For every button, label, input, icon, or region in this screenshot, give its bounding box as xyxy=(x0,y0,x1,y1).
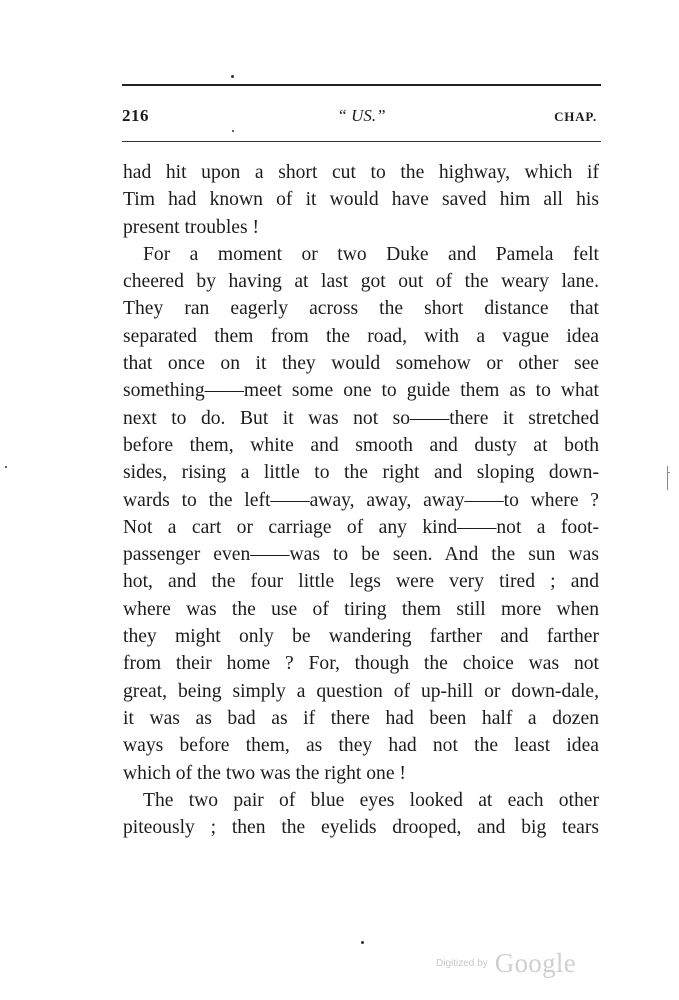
margin-mark xyxy=(667,466,668,490)
text-line: passenger even——was to be seen. And the sun was xyxy=(123,544,599,566)
text-line: had hit upon a short cut to the highway, which if xyxy=(123,162,599,183)
running-head xyxy=(122,104,601,128)
ink-speck xyxy=(232,130,234,132)
running-title: “ US.” xyxy=(337,106,386,125)
text-line: something——meet some one to guide them as to what xyxy=(123,380,599,402)
digitized-watermark xyxy=(436,948,576,982)
text-line: ways before them, as they had not the least idea xyxy=(123,735,599,757)
text-line: separated them from the road, with a vague idea xyxy=(123,325,599,347)
text-line: which of the two was the right one ! xyxy=(123,762,406,784)
ink-speck xyxy=(361,941,364,944)
text-line: next to do. But it was not so——there it stretched xyxy=(123,407,599,429)
text-line: it was as bad as if there had been half a dozen xyxy=(123,707,599,729)
text-line: that once on it they would somehow or other see xyxy=(123,353,599,375)
text-line: sides, rising a little to the right and sloping down- xyxy=(123,462,599,484)
text-line: before them, white and smooth and dusty at both xyxy=(123,434,599,456)
text-line: present troubles ! xyxy=(123,216,260,238)
text-line: For a moment or two Duke and Pamela felt xyxy=(143,243,599,265)
ink-speck xyxy=(5,466,7,468)
text-line: wards to the left——away, away, away——to where ? xyxy=(123,489,599,511)
text-line: They ran eagerly across the short distance that xyxy=(123,298,599,320)
chapter-label: CHAP. xyxy=(554,109,597,124)
header-rule xyxy=(122,141,601,142)
google-logo: Google xyxy=(494,948,576,978)
text-line: from their home ? For, though the choice was not xyxy=(123,653,599,675)
page-number: 216 xyxy=(122,106,149,125)
text-line: Not a cart or carriage of any kind——not a foot- xyxy=(123,516,599,538)
watermark-prefix: Digitized by xyxy=(436,958,488,969)
text-line: hot, and the four little legs were very tired ; and xyxy=(123,571,599,593)
text-line: piteously ; then the eyelids drooped, and big tears xyxy=(123,817,599,839)
margin-mark xyxy=(667,472,670,473)
ink-speck xyxy=(231,75,234,78)
text-line: they might only be wandering farther and farther xyxy=(123,626,599,648)
text-line: cheered by having at last got out of the weary lane. xyxy=(123,271,599,293)
body-text xyxy=(123,159,599,841)
text-line: Tim had known of it would have saved him all his xyxy=(123,189,599,211)
text-line: The two pair of blue eyes looked at each other xyxy=(143,789,599,811)
text-line: great, being simply a question of up-hill or down-dale, xyxy=(123,680,599,702)
top-rule xyxy=(122,84,601,86)
text-line: where was the use of tiring them still more when xyxy=(123,598,599,620)
